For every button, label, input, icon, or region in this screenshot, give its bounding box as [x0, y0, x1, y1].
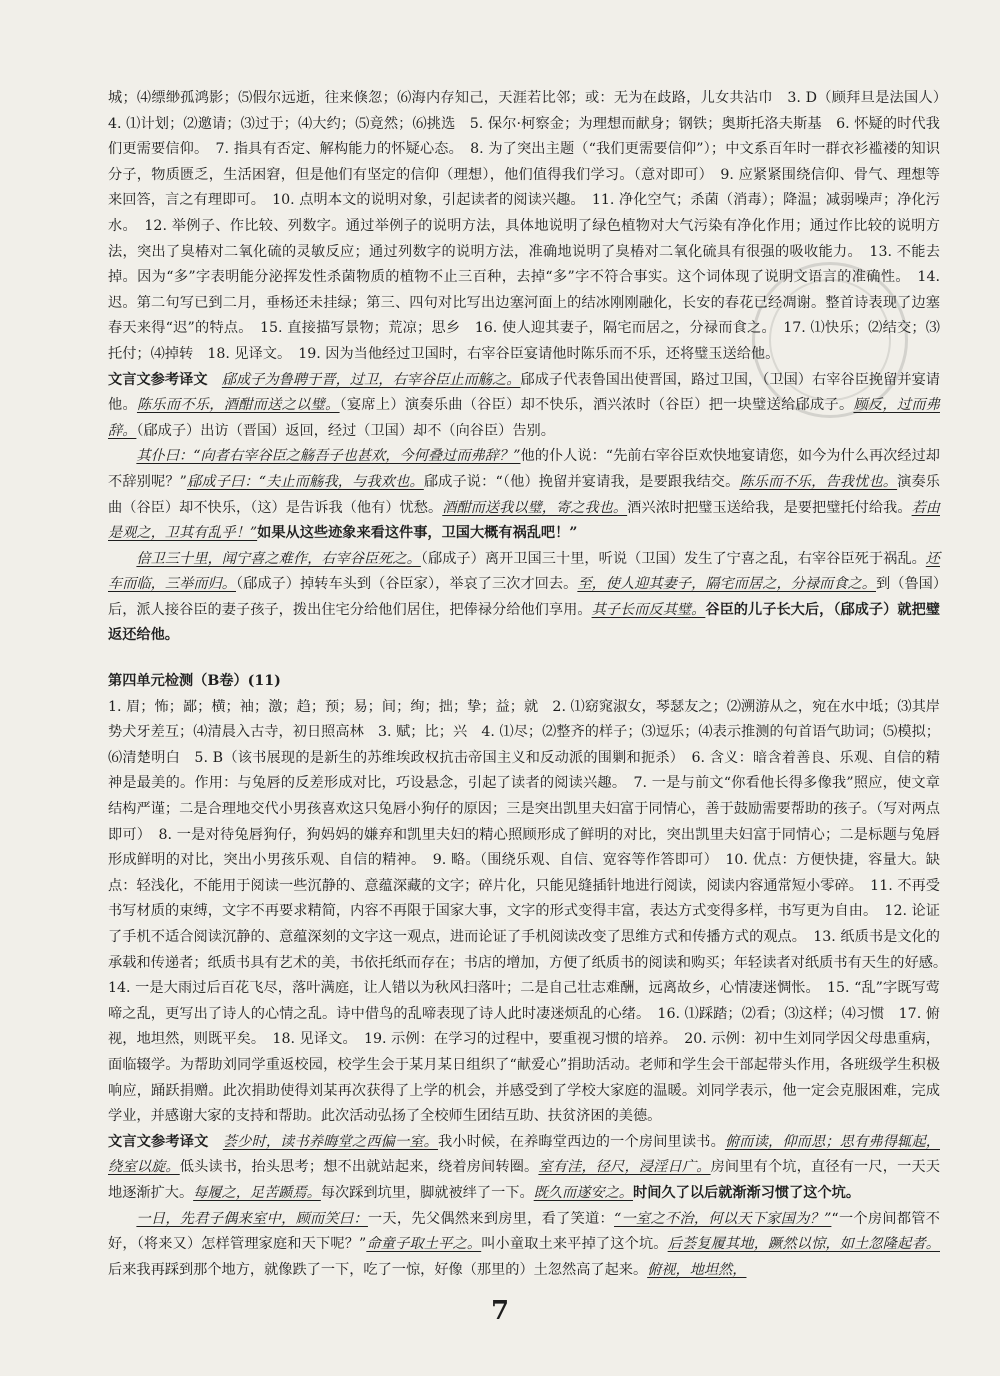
translation-text: 郈成子说：“（他）挽留并宴请我，是要跟我结交。	[423, 473, 740, 490]
page-number: 7	[490, 1296, 510, 1326]
translation-text: 酒兴浓时把璧玉送给我，是要把璧托付给我。	[627, 499, 912, 516]
original-text: 荟少时，读书养晦堂之西偏一室。	[222, 1133, 438, 1150]
original-text: 陈乐而不乐，告我忧也。	[739, 473, 898, 490]
original-text: 若由是观之，卫其有乱乎！”	[108, 499, 940, 542]
original-text: 至，使人迎其妻子，隔宅而居之，分禄而食之。	[577, 576, 876, 593]
translation-text: 时间久了以后就渐渐习惯了这个坑。	[633, 1184, 861, 1201]
translation-text: （郈成子）离开卫国三十里，听说（卫国）发生了宁喜之乱，右宰谷臣死于祸乱。	[420, 550, 926, 567]
translation-text: 一天，先父偶然来到房里，看了笑道：	[367, 1210, 614, 1227]
original-text: 其仆曰：“向者右宰谷臣之觞吾子也甚欢，今何叠过而弗辞？”	[136, 448, 521, 465]
original-text: 每履之，足苦踬焉。	[193, 1184, 321, 1201]
translation-text: 叫小童取土来平掉了这个坑。	[481, 1236, 668, 1253]
original-text: 倍卫三十里，闻宁喜之难作，右宰谷臣死之。	[136, 550, 421, 567]
translation-text: 我小时候，在养晦堂西边的一个房间里读书。	[438, 1133, 725, 1150]
translation-text: “一个房间都管不好，（将来又）怎样管理家庭和天下呢？”	[108, 1210, 940, 1253]
translation-text: （宴席上）演奏乐曲（谷臣）却不快乐，酒兴浓时（谷臣）把一块璧送给郈成子。	[339, 397, 854, 414]
translation-text: 到（鲁国）后，派人接谷臣的妻子孩子，拨出住宅分给他们居住，把俸禄分给他们享用。	[108, 576, 940, 618]
classical-translation-3	[108, 547, 940, 649]
original-text: 郈成子为鲁聘于晋，过卫，右宰谷臣止而觞之。	[221, 371, 521, 388]
translation-text: 他的仆人说：“先前右宰谷臣欢快地宴请您，如今为什么再次经过却不辞别呢？”	[108, 448, 940, 490]
translation-text: 后来我再踩到那个地方，就像跌了一下，吃了一惊，好像（那里的）土忽然高了起来。	[108, 1261, 648, 1278]
original-text: 郈成子曰：“夫止而觞我，与我欢也。	[186, 473, 424, 490]
original-text: 命童子取土平之。	[366, 1236, 482, 1253]
section-heading: 第四单元检测（B卷）(11)	[108, 673, 281, 690]
translation-text: 每次踩到坑里，脚就被绊了一下。	[320, 1184, 534, 1201]
original-text: 室有洼，径尺，浸淫日广。	[538, 1159, 711, 1176]
translation-text: （郈成子）掉转车头到（谷臣家），举哀了三次才回去。	[236, 576, 578, 593]
original-text: 其子长而反其璧。	[591, 601, 706, 618]
translation-label: 文言文参考译文	[108, 1133, 209, 1150]
answers-paragraph-2: 1. 眉；怖；鄙；横；袖；激；趋；预；易；间；绚；拙；挚；益；就 2. ⑴窈窕淑女，琴瑟友之；⑵溯游从之，宛在水中坻；⑶其岸势犬牙差互；⑷清晨入古寺，初日照高林 3. 赋；比；兴 4. ⑴尽；⑵整齐的样子；⑶逗乐；⑷表示推测的句首语气助词；⑸模拟；⑹清楚明白 5. B（该书展现的是新生的苏维埃政权抗击帝国主义和反动派的围剿和扼杀） 6. 含义：暗含着善良、乐观、自信的精神是最美的。作用：与兔唇的反差形成对比，巧设悬念，引起了读者的阅读兴趣。 7. 一是与前文“你看他长得多像我”照应，使文章结构严谨；二是合理地交代小男孩喜欢这只兔唇小狗仔的原因；三是突出凯里夫妇富于同情心，善于鼓励需要帮助的孩子。（写对两点即可） 8. 一是对待兔唇狗仔，狗妈妈的嫌弃和凯里夫妇的精心照顾形成了鲜明的对比，突出凯里夫妇富于同情心；二是标题与兔唇形成鲜明的对比，突出小男孩乐观、自信的精神。 9. 略。（围绕乐观、自信、宽容等作答即可） 10. 优点：方便快捷，容量大。缺点：轻浅化，不能用于阅读一些沉静的、意蕴深藏的文字；碎片化，只能见缝插针地进行阅读，阅读内容通常短小零碎。 11. 不再受书写材质的束缚，文字不再要求精简，内容不再限于国家大事，文字的形式变得丰富，表达方式变得多样，书写更为自由。 12. 论证了手机不适合阅读沉静的、意蕴深刻的文字这一观点，进而论证了手机阅读改变了思维方式和传播方式的观点。 13. 纸质书是文化的承载和传递者；纸质书具有艺术的美，书依托纸而存在；书店的增加，方便了纸质书的阅读和购买；年轻读者对纸质书有天生的好感。 14. 一是大雨过后百花飞尽，落叶满庭，让人错以为秋风扫落叶；二是自己壮志难酬，远离故乡，心情凄迷惆怅。 15. “乱”字既写莺啼之乱，更写出了诗人的心情之乱。诗中借鸟的乱啼表现了诗人此时凄迷烦乱的心绪。 16. ⑴踩踏；⑵看；⑶这样；⑷习惯 17. 俯视，地坦然，则既平矣。 18. 见译文。 19. 示例：在学习的过程中，要重视习惯的培养。 20. 示例：初中生刘同学因父母患重病，面临辍学。为帮助刘同学重返校园，校学生会于某月某日组织了“献爱心”捐助活动。老师和学生会干部起带头作用，各班级学生积极响应，踊跃捐赠。此次捐助使得刘某再次获得了上学的机会，并感受到了学校大家庭的温暖。刘同学表示，他一定会克服困难，完成学业，并感谢大家的支持和帮助。此次活动弘扬了全校师生团结互助、扶贫济困的美德。	[108, 698, 955, 1125]
original-text: 酒酣而送我以璧，寄之我也。	[442, 499, 628, 516]
translation-text: 如果从这些迹象来看这件事，卫国大概有祸乱吧！”	[257, 525, 578, 542]
answers-paragraph: 城；⑷缥缈孤鸿影；⑸假尔远逝，往来倏忽；⑹海内存知己，天涯若比邻；或：无为在歧路，儿女共沾巾 3. D（顾拜旦是法国人） 4. ⑴计划；⑵邀请；⑶过于；⑷大约；⑸竟然；⑹挑选 5. 保尔·柯察金；为理想而献身；钢铁；奥斯托洛夫斯基 6. 怀疑的时代我们更需要信仰。 7. 指具有否定、解构能力的怀疑心态。 8. 为了突出主题（“我们更需要信仰”）；中文系百年时一群衣衫褴褛的知识分子，物质匮乏，生活困窘，但是他们有坚定的信仰（理想），他们值得我们学习。（意对即可） 9. 应紧紧围绕信仰、骨气、理想等来回答，言之有理即可。 10. 点明本文的说明对象，引起读者的阅读兴趣。 11. 净化空气；杀菌（消毒）；降温；减弱噪声；净化污水。 12. 举例子、作比较、列数字。通过举例子的说明方法，具体地说明了绿色植物对大气污染有净化作用；通过作比较的说明方法，突出了臭椿对二氧化硫的灵敏反应；通过列数字的说明方法，准确地说明了臭椿对二氧化硫具有很强的吸收能力。 13. 不能去掉。因为“多”字表明能分泌挥发性杀菌物质的植物不止三百种，去掉“多”字不符合事实。这个词体现了说明文语言的准确性。 14. 迟。第二句写已到二月，垂杨还未挂绿；第三、四句对比写出边塞河面上的结冰刚刚融化，长安的春花已经凋谢。整首诗表现了边塞春天来得“迟”的特点。 15. 直接描写景物；荒凉；思乡 16. 使人迎其妻子，隔宅而居之，分禄而食之。 17. ⑴快乐；⑵结交；⑶托付；⑷掉转 18. 见译文。 19. 因为当他经过卫国时，右宰谷臣宴请他时陈乐而不乐，还将璧玉送给他。	[108, 90, 955, 362]
original-text: 还车而临，三举而归。	[108, 550, 940, 593]
translation-text: 谷臣的儿子长大后，（郈成子）就把璧返还给他。	[108, 601, 940, 644]
original-text: 既久而遂安之。	[533, 1184, 633, 1201]
original-text: 一日，先君子偶来室中，顾而笑曰：	[136, 1210, 368, 1227]
translation-text: 郈成子代表鲁国出使晋国，路过卫国，（卫国）右宰谷臣挽留并宴请他。	[108, 371, 940, 414]
original-text: 俯视，地坦然，	[647, 1261, 747, 1278]
original-text: 俯而读，仰而思；思有弗得辄起，绕室以旋。	[108, 1133, 940, 1176]
classical-translation-5	[108, 1207, 940, 1284]
classical-translation-2	[108, 444, 940, 546]
classical-translation-1	[108, 368, 940, 445]
original-text: “一室之不治，何以天下家国为？”	[614, 1210, 832, 1227]
classical-translation-4	[108, 1130, 940, 1207]
translation-text: 低头读书，抬头思考；想不出就站起来，绕着房间转圈。	[179, 1159, 539, 1176]
translation-text: （郈成子）出访（晋国）返回，经过（卫国）却不（向谷臣）告别。	[136, 422, 555, 439]
translation-text: 房间里有个坑，直径有一尺，一天天地逐渐扩大。	[108, 1159, 940, 1201]
translation-label: 文言文参考译文	[108, 371, 208, 388]
original-text: 后荟复履其地，蹶然以惊，如土忽隆起者。	[667, 1236, 940, 1253]
original-text: 顾反，过而弗辞。	[108, 397, 940, 439]
translation-text: 演奏乐曲（谷臣）却不快乐，（这）是告诉我（他有）忧愁。	[108, 473, 940, 516]
original-text: 陈乐而不乐，酒酣而送之以璧。	[136, 397, 340, 414]
answer-content	[108, 86, 955, 1283]
